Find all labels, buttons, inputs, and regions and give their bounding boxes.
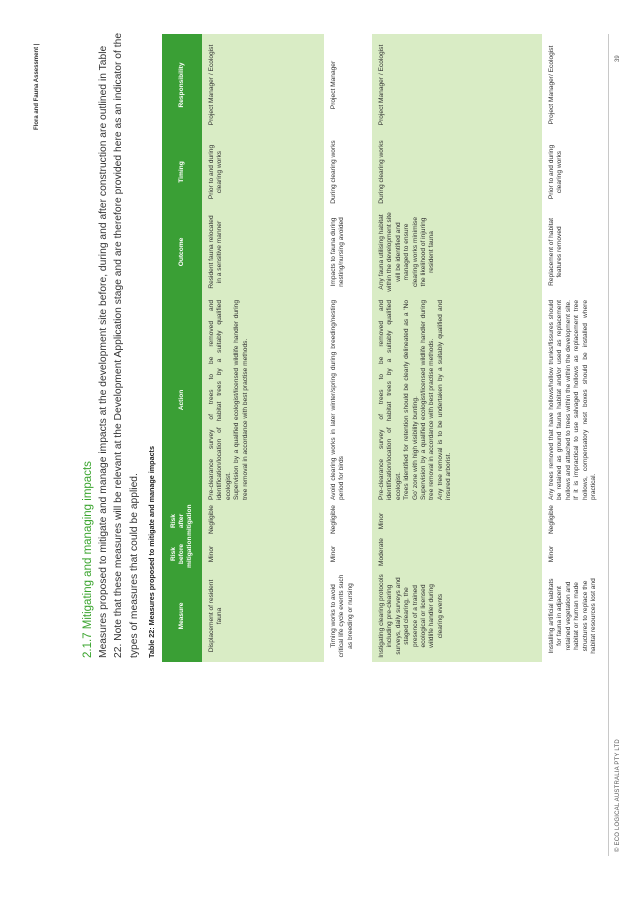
table-row xyxy=(542,34,622,662)
cell-timing: During clearing works xyxy=(372,136,542,208)
cell-risk-before: Minor xyxy=(542,538,622,570)
footer-company: © ECO LOGICAL AUSTRALIA PTY LTD xyxy=(615,739,621,852)
col-header-outcome: Outcome xyxy=(162,208,202,296)
cell-measure: Installing artificial habitats for fauna in adjacent retained vegetation and habitat or human made structures to replace the habitat resources lost and xyxy=(542,570,622,662)
cell-outcome: Resident fauna relocated in a sensitive manner xyxy=(202,208,324,296)
action-line: Any trees removed that have hollows/hollow trunks/fissures should be retained as ground fauna habitat and/or used as replacement hollows and attached to trees within the within the development site. If it is impractical to use salvaged hollows as replacement tree hollows, compensatory nest boxes should be installed where practical. xyxy=(548,300,598,500)
cell-risk-before: Minor xyxy=(324,538,372,570)
cell-action xyxy=(324,296,372,504)
col-header-timing: Timing xyxy=(162,136,202,208)
col-header-responsibility: Responsibility xyxy=(162,34,202,136)
cell-measure: Timing works to avoid critical life cycle events such as breeding or nursing xyxy=(324,570,372,662)
cell-responsibility: Project Manager/ Ecologist xyxy=(542,34,622,136)
cell-responsibility: Project Manager / Ecologist xyxy=(372,34,542,136)
cell-responsibility: Project Manager xyxy=(324,34,372,136)
cell-risk-after: Negligible xyxy=(324,504,372,538)
table-row xyxy=(372,34,542,662)
col-header-measure: Measure xyxy=(162,570,202,662)
cell-outcome: Impacts to fauna during nesting/nursing avoided xyxy=(324,208,372,296)
cell-risk-after: Minor xyxy=(372,504,542,538)
action-line: Pre-clearance survey of trees to be removed and identification/location of habitat trees by a suitably qualified ecologist. xyxy=(208,300,232,500)
cell-risk-before: Moderate xyxy=(372,538,542,570)
cell-measure: Instigating clearing protocols including pre-clearing surveys, daily surveys and staged clearing, the presence of a trained ecological or licensed wildlife handler during clearing events xyxy=(372,570,542,662)
action-line: Supervision by a qualified ecologist/licensed wildlife handler during tree removal in accordance with best practise methods. xyxy=(233,300,249,500)
running-header: Flora and Fauna Assessment | xyxy=(34,43,40,130)
action-line: Avoid clearing works in later winter/spring during breeding/nesting period for birds xyxy=(330,300,346,500)
cell-timing: Prior to and during clearing works xyxy=(542,136,622,208)
table-caption: Table 22: Measures proposed to mitigate and manage impacts xyxy=(147,446,156,658)
cell-timing: Prior to and during clearing works xyxy=(202,136,324,208)
cell-risk-before: Minor xyxy=(202,538,324,570)
intro-paragraph: Measures proposed to mitigate and manage impacts at the development site before, during and after construction are outlined in Table 22. Note that these measures will be relevant at the Development Application stage and are therefore provided here as an indicator of the types of measures that could be applied. xyxy=(98,32,140,658)
action-line: Pre-clearance survey of trees to be removed and identification/location of habitat trees by a suitably qualified ecologist. xyxy=(378,300,402,500)
cell-outcome: Any fauna utilising habitat within the development site will be identified and managed to ensure clearing works minimise the likelihood of injuring resident fauna xyxy=(372,208,542,296)
page-number: 39 xyxy=(615,55,621,62)
col-header-risk-before: Risk before mitigation xyxy=(162,538,202,570)
cell-responsibility: Project Manager / Ecologist xyxy=(202,34,324,136)
cell-outcome: Replacement of habitat features removed xyxy=(542,208,622,296)
measures-table xyxy=(162,34,622,662)
col-header-action: Action xyxy=(162,296,202,504)
cell-risk-after: Negligible xyxy=(202,504,324,538)
table-row xyxy=(324,34,372,662)
cell-timing: During clearing works xyxy=(324,136,372,208)
cell-action xyxy=(202,296,324,504)
action-line: Supervision by a qualified ecologist/licensed wildlife handler during tree removal in accordance with best practise methods. xyxy=(420,300,436,500)
table-row xyxy=(202,34,324,662)
footer-divider xyxy=(608,34,609,856)
action-line: Trees identified for retention should be clearly delineated as a 'No Go' zone with high visibility bunting. xyxy=(403,300,419,500)
cell-risk-after: Negligible xyxy=(542,504,622,538)
table-header-row xyxy=(162,34,202,662)
action-line: Any tree removal is to be undertaken by a suitably qualified and insured arborist. xyxy=(436,300,453,500)
col-header-risk-after: Risk after mitigation xyxy=(162,504,202,538)
cell-measure: Displacement of resident fauna xyxy=(202,570,324,662)
cell-action xyxy=(542,296,622,504)
cell-action xyxy=(372,296,542,504)
section-title: 2.1.7 Mitigating and managing impacts xyxy=(82,461,94,658)
